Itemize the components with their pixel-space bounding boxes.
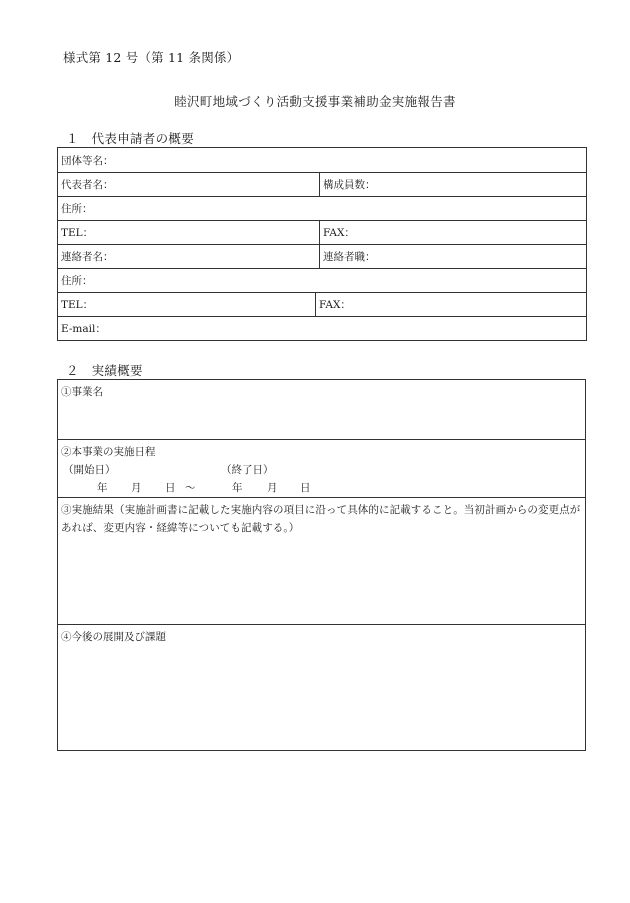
group-name-field[interactable]: 団体等名： [58,148,587,173]
start-month-unit: 月 [131,482,142,494]
results-label: ③実施結果（実施計画書に記載した実施内容の項目に沿って具体的に記載すること。当初計画からの変更点があれば、変更内容・経緯等についても記載する。） [61,504,581,534]
end-day-unit: 日 [300,482,311,494]
representative-name-field[interactable]: 代表者名： [58,173,320,197]
business-name-label: ①事業名 [61,386,103,398]
tel-field[interactable]: TEL： [58,221,320,245]
member-count-field[interactable]: 構成員数： [320,173,587,197]
start-date-label: （開始日） [63,464,116,476]
section2-heading: ２ 実績概要 [66,363,143,378]
email-field[interactable]: E-mail： [58,317,587,341]
contact-fax-field[interactable]: FAX： [316,293,587,317]
section1-heading: １ 代表申請者の概要 [66,131,195,146]
schedule-cell[interactable] [58,440,586,498]
start-year-unit: 年 [97,482,108,494]
contact-tel-field[interactable]: TEL： [58,293,316,317]
contact-name-field[interactable]: 連絡者名： [58,245,320,269]
schedule-label: ②本事業の実施日程 [61,446,156,458]
contact-position-field[interactable]: 連絡者職： [320,245,587,269]
start-day-unit: 日 [165,482,176,494]
results-cell[interactable] [58,498,586,625]
address-field[interactable]: 住所： [58,197,587,221]
future-plans-label: ④今後の展開及び課題 [61,631,166,643]
results-summary-table [57,379,586,751]
schedule-labels-row [61,461,582,479]
end-date-label: （終了日） [221,464,274,476]
business-name-cell[interactable] [58,380,586,440]
form-number: 様式第 12 号（第 11 条関係） [63,50,240,65]
date-range-tilde: ～ [185,482,196,494]
end-month-unit: 月 [267,482,278,494]
contact-address-field[interactable]: 住所： [58,269,587,293]
future-plans-cell[interactable] [58,625,586,751]
fax-field[interactable]: FAX： [320,221,587,245]
applicant-overview-table [57,147,587,341]
schedule-dates-row [61,479,582,497]
end-year-unit: 年 [232,482,243,494]
document-title: 睦沢町地域づくり活動支援事業補助金実施報告書 [174,94,456,109]
